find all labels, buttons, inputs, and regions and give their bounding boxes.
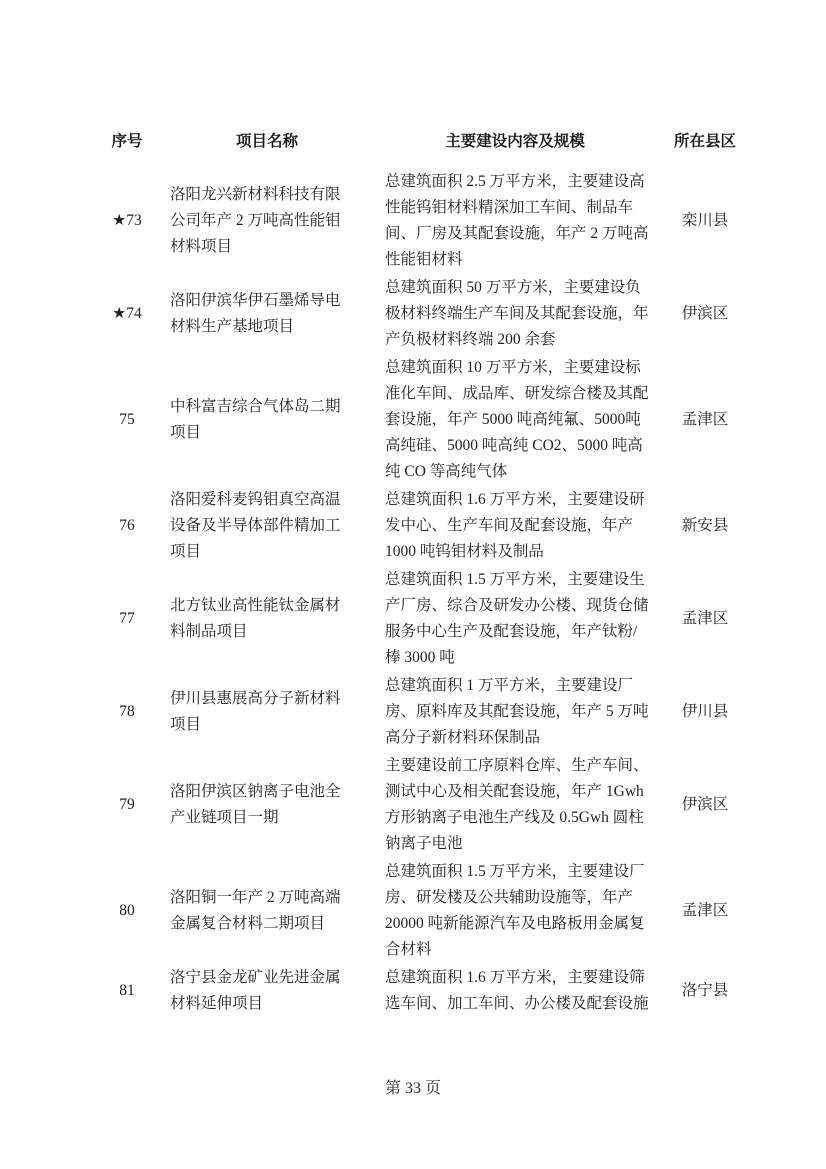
district: 栾川县 [681,212,729,229]
construction-content-cell [380,859,650,963]
district: 新安县 [681,517,729,534]
project-name: 北方钛业高性能钛金属材料制品项目 [170,597,341,640]
table-header-row [100,129,760,155]
project-name-cell [154,965,380,1017]
project-name: 洛阳铜一年产 2 万吨高端金属复合材料二期项目 [170,889,341,932]
project-name-cell [154,686,380,738]
projects-table [100,129,760,1018]
project-name: 伊川县惠展高分子新材料项目 [170,690,341,733]
table-row [100,486,760,566]
table-row [100,354,760,486]
table-row [100,168,760,274]
project-name-cell [154,593,380,645]
project-name: 洛阳伊滨区钠离子电池全产业链项目一期 [170,783,341,826]
district: 洛宁县 [681,982,729,999]
table-body [100,168,760,1018]
construction-content-cell [380,355,650,485]
row-serial-number: 81 [119,982,135,999]
project-name: 洛阳爱科麦钨钼真空高温设备及半导体部件精加工项目 [170,491,341,560]
table-row [100,752,760,858]
construction-content: 总建筑面积 1 万平方米，主要建设厂房、原料库及其配套设施，年产 5 万吨高分子新材料环保制品 [385,677,649,746]
construction-content: 总建筑面积 1.5 万平方米，主要建设生产厂房、综合及研发办公楼、现货仓储服务中心生产及配套设施，年产钛粉/棒 3000 吨 [385,571,649,666]
district: 孟津区 [681,902,729,919]
construction-content-cell [380,965,650,1017]
project-name: 中科富吉综合气体岛二期项目 [170,398,341,441]
construction-content-cell [380,567,650,671]
construction-content-cell [380,673,650,751]
project-name-cell [154,885,380,937]
project-name: 洛阳伊滨华伊石墨烯导电材料生产基地项目 [170,292,341,335]
district: 伊滨区 [681,796,729,813]
header-construction-content: 主要建设内容及规模 [445,133,585,150]
construction-content: 总建筑面积 10 万平方米，主要建设标准化车间、成品库、研发综合楼及其配套设施，年产 5000 吨高纯氟、5000吨高纯硅、5000 吨高纯 CO2、5000 吨高纯 CO 等高纯气体 [385,359,649,480]
row-serial-number: 80 [119,902,135,919]
project-name-cell [154,394,380,446]
row-serial-number: ★74 [112,305,142,322]
construction-content-cell [380,753,650,857]
table-row [100,672,760,752]
district: 孟津区 [681,411,729,428]
construction-content: 总建筑面积 1.6 万平方米，主要建设筛选车间、加工车间、办公楼及配套设施 [385,969,649,1012]
construction-content: 总建筑面积 1.6 万平方米，主要建设研发中心、生产车间及配套设施，年产 1000 吨钨钼材料及制品 [385,491,645,560]
construction-content-cell [380,487,650,565]
page-number: 第 33 页 [384,1080,441,1097]
table-row [100,566,760,672]
table-row [100,858,760,964]
header-no: 序号 [111,133,143,150]
row-serial-number: ★73 [112,212,142,229]
project-name-cell [154,487,380,565]
row-serial-number: 78 [119,703,135,720]
row-serial-number: 79 [119,796,135,813]
construction-content: 总建筑面积 50 万平方米，主要建设负极材料终端生产车间及其配套设施，年产负极材料终端 200 余套 [385,279,649,348]
district: 孟津区 [681,610,729,627]
project-name-cell [154,288,380,340]
project-name-cell [154,182,380,260]
construction-content: 总建筑面积 2.5 万平方米，主要建设高性能钨钼材料精深加工车间、制品车间、厂房及其配套设施，年产 2 万吨高性能钼材料 [385,173,649,268]
construction-content: 主要建设前工序原料仓库、生产车间、测试中心及相关配套设施，年产 1Gwh 方形钠离子电池生产线及 0.5Gwh 圆柱钠离子电池 [385,757,649,852]
table-row [100,274,760,354]
district: 伊滨区 [681,305,729,322]
district: 伊川县 [681,703,729,720]
construction-content-cell [380,169,650,273]
row-serial-number: 76 [119,517,135,534]
header-project-name: 项目名称 [235,133,298,150]
row-serial-number: 77 [119,610,135,627]
construction-content: 总建筑面积 1.5 万平方米，主要建设厂房、研发楼及公共辅助设施等，年产 20000 吨新能源汽车及电路板用金属复合材料 [385,863,645,958]
project-name: 洛宁县金龙矿业先进金属材料延伸项目 [170,969,341,1012]
table-row [100,964,760,1018]
row-serial-number: 75 [119,411,135,428]
header-district: 所在县区 [673,133,736,150]
construction-content-cell [380,275,650,353]
project-name-cell [154,779,380,831]
project-name: 洛阳龙兴新材料科技有限公司年产 2 万吨高性能钼材料项目 [170,186,341,255]
